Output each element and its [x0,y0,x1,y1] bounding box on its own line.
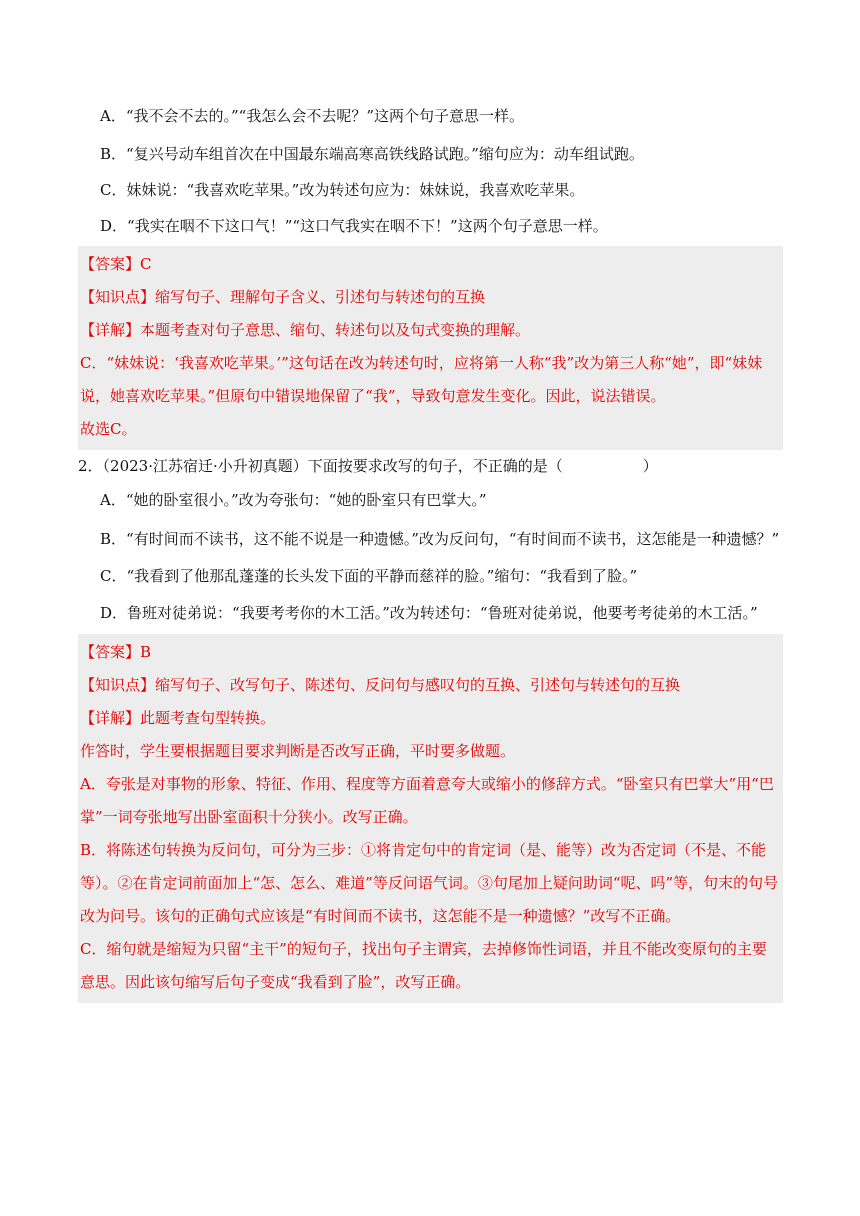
q1-detail: 【详解】本题考查对句子意思、缩句、转述句以及句式变换的理解。 [80,321,531,339]
q2-option-a: A．“她的卧室很小。”改为夸张句：“她的卧室只有巴掌大。” [100,491,487,509]
q1-choice: 故选C。 [80,420,137,438]
q2-option-d-text: D．鲁班对徒弟说：“我要考考你的木工活。”改为转述句：“鲁班对徒弟说，他要考考徒弟的木工活。” [100,604,758,622]
q2-explain-b: B．将陈述句转换为反问句，可分为三步：①将肯定句中的肯定词（是、能等）改为否定词（不是、不能等）。②在肯定词前面加上“怎、怎么、难道”等反问语气词。③句尾加上疑问助词“呢、吗”等，句末的句号改为问号。该句的正确句式应该是“有时间而不读书，这怎能不是一种遗憾？”改写不正确。 [80,841,779,925]
q1-explain-c: C．“妹妹说：‘我喜欢吃苹果。’”这句话在改为转述句时，应将第一人称“我”改为第三人称“她”，即“妹妹说，她喜欢吃苹果。”但原句中错误地保留了“我”，导致句意发生变化。因此，说法错误。 [80,354,763,405]
q1-answer-block [78,246,783,450]
q2-stem [78,450,783,482]
q2-tip: 作答时，学生要根据题目要求判断是否改写正确，平时要多做题。 [80,742,516,760]
q2-explain-c: C．缩句就是缩短为只留“主干”的短句子，找出句子主谓宾，去掉修饰性词语，并且不能改变原句的主要意思。因此该句缩写后句子变成“我看到了脸”，改写正确。 [80,940,767,991]
q2-answer-block [78,634,783,1003]
q2-explain-a: A．夸张是对事物的形象、特征、作用、程度等方面着意夸大或缩小的修辞方式。“卧室只有巴掌大”用“巴掌”一词夸张地写出卧室面积十分狭小。改写正确。 [80,775,774,826]
q1-option-c: C．妹妹说：“我喜欢吃苹果。”改为转述句应为：妹妹说，我喜欢吃苹果。 [100,181,585,199]
q1-option-d: D．“我实在咽不下这口气！”“这口气我实在咽不下！”这两个句子意思一样。 [100,217,608,235]
q2-stem-close: ） [642,457,658,475]
q1-option-b: B．“复兴号动车组首次在中国最东端高寒高铁线路试跑。”缩句应为：动车组试跑。 [100,145,644,163]
q1-option-a: A．“我不会不去的。”“我怎么会不去呢？”这两个句子意思一样。 [100,107,525,125]
q2-option-b [78,522,783,556]
q2-knowledge: 【知识点】缩写句子、改写句子、陈述句、反问句与感叹句的互换、引述句与转述句的互换 [80,676,681,694]
q2-option-b-text: B．“有时间而不读书，这不能不说是一种遗憾。”改为反问句，“有时间而不读书，这怎能是一种遗憾？” [100,530,780,548]
q2-stem-text: 2．（2023·江苏宿迁·小升初真题）下面按要求改写的句子，不正确的是（ [78,457,563,475]
q2-detail: 【详解】此题考查句型转换。 [80,709,276,727]
q2-option-d [78,596,783,630]
q2-answer: 【答案】B [80,643,152,661]
q1-answer: 【答案】C [80,255,152,273]
document-page [78,100,783,1003]
q2-option-c: C．“我看到了他那乱蓬蓬的长头发下面的平静而慈祥的脸。”缩句：“我看到了脸。” [100,567,638,585]
q1-knowledge: 【知识点】缩写句子、理解句子含义、引述句与转述句的互换 [80,288,486,306]
